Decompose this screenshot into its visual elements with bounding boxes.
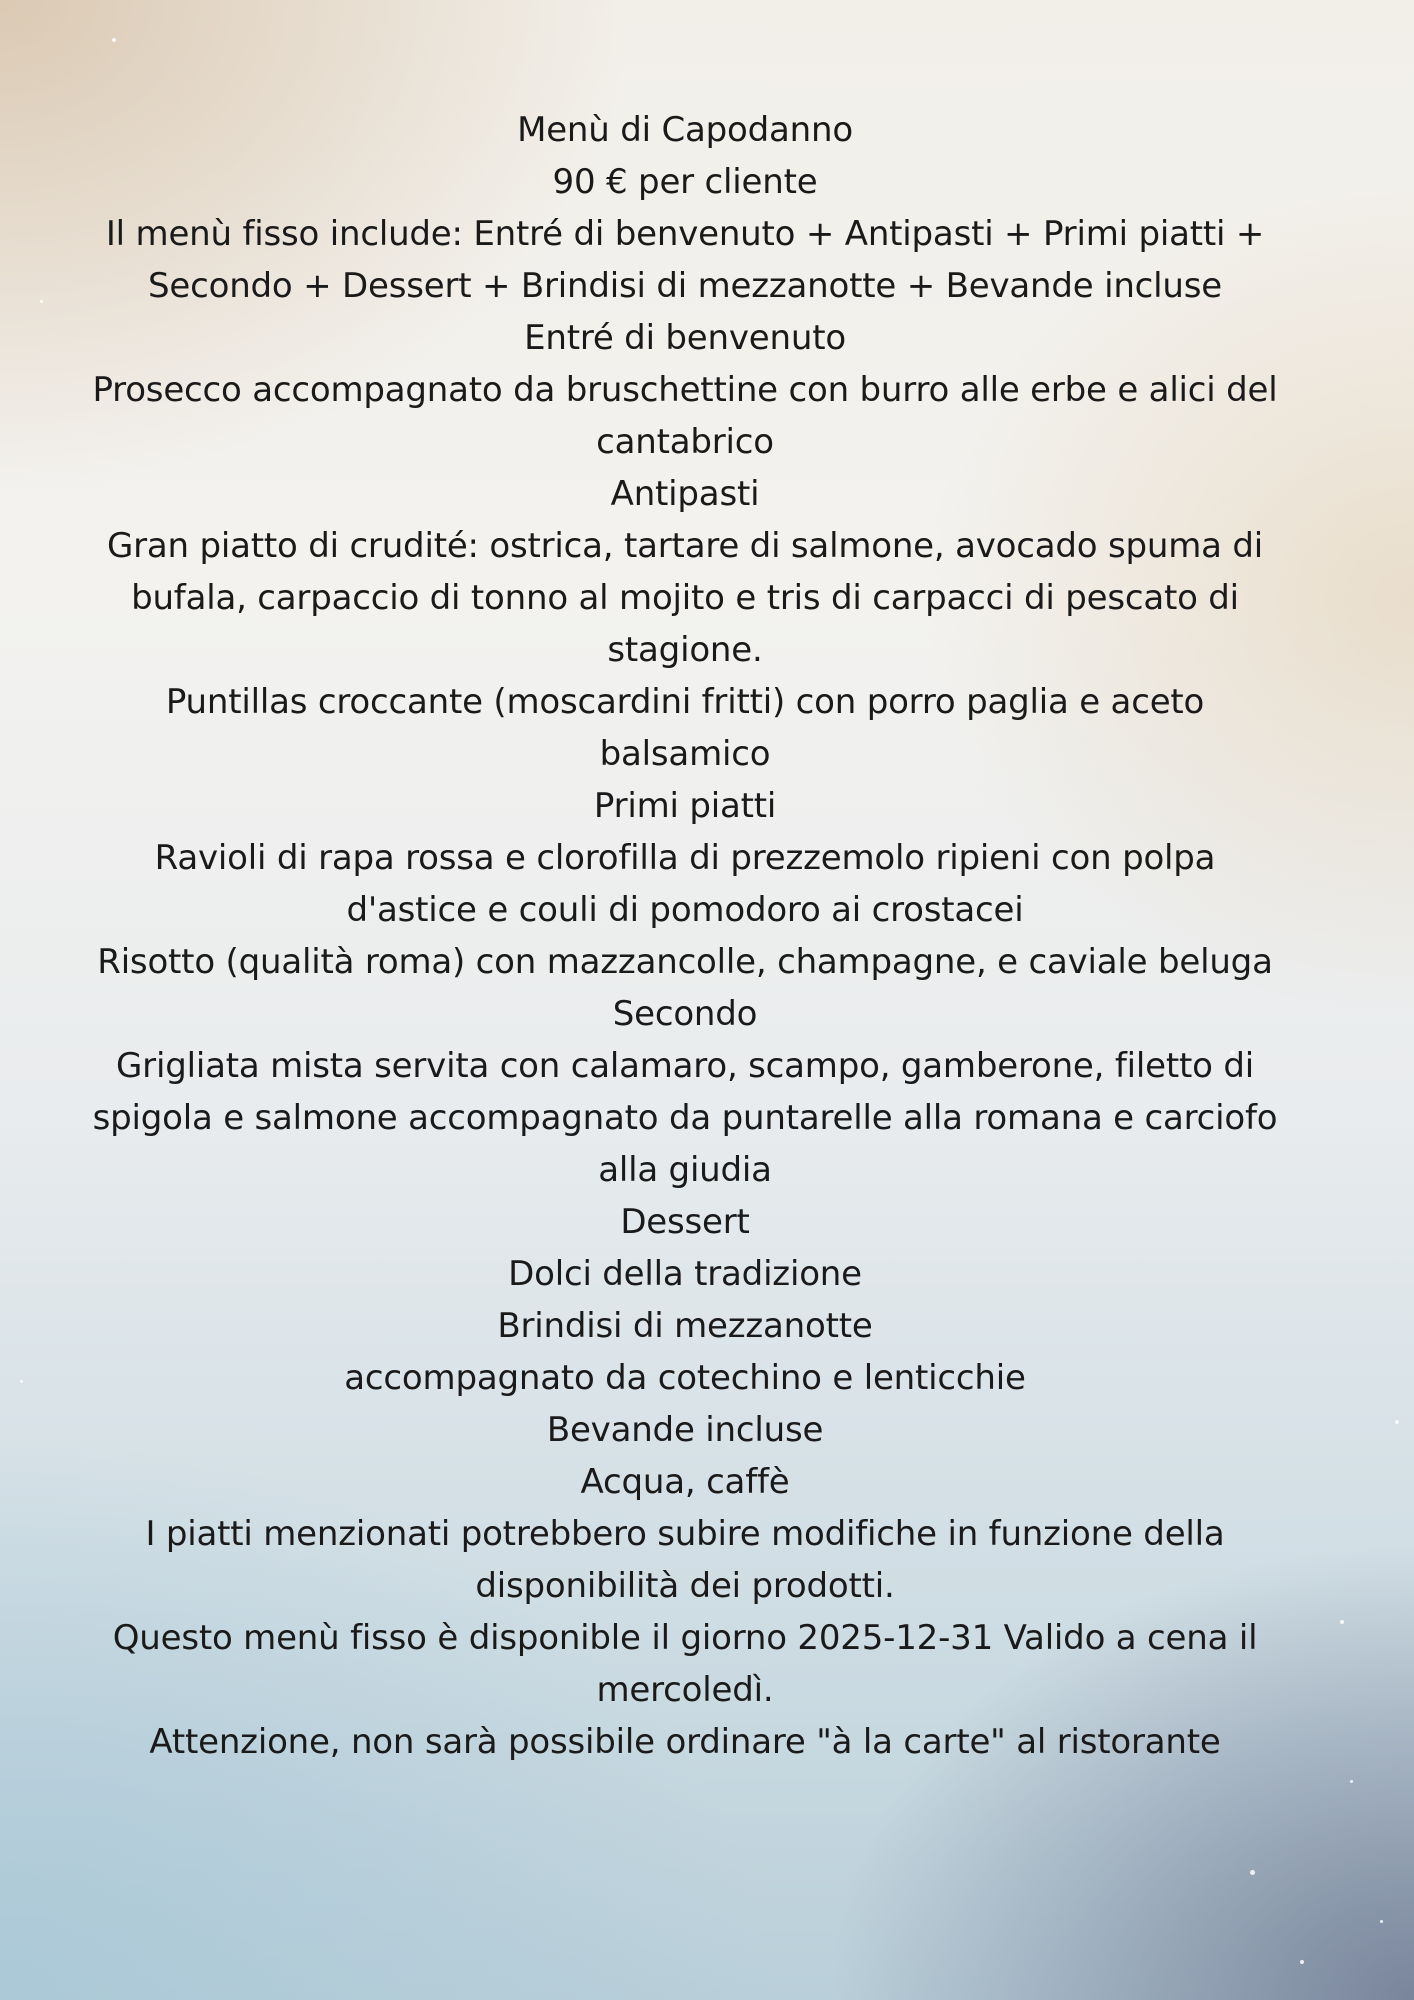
dish-item: Puntillas croccante (moscardini fritti) con porro paglia e aceto balsamico (165, 682, 1205, 774)
sparkle (20, 1380, 23, 1383)
section-heading-brindisi: Brindisi di mezzanotte (497, 1306, 873, 1346)
sparkle (1350, 1780, 1353, 1783)
dish-item: Risotto (qualità roma) con mazzancolle, champagne, e caviale beluga (97, 942, 1273, 982)
note-availability: I piatti menzionati potrebbero subire modifiche in funzione della disponibilità dei prodotti. (145, 1514, 1225, 1606)
sparkle (1340, 1620, 1344, 1624)
dish-item: accompagnato da cotechino e lenticchie (344, 1358, 1026, 1398)
menu-title: Menù di Capodanno (517, 110, 853, 150)
dish-item: Grigliata mista servita con calamaro, scampo, gamberone, filetto di spigola e salmone accompagnato da puntarelle alla romana e carciofo alla giudia (92, 1046, 1278, 1190)
section-heading-bevande: Bevande incluse (546, 1410, 824, 1450)
note-date: Questo menù fisso è disponible il giorno 2025-12-31 Valido a cena il mercoledì. (112, 1618, 1258, 1710)
note-a-la-carte: Attenzione, non sarà possibile ordinare "à la carte" al ristorante (149, 1722, 1221, 1762)
menu-price: 90 € per cliente (552, 162, 818, 202)
sparkle (40, 300, 43, 303)
section-heading-entre: Entré di benvenuto (524, 318, 846, 358)
dish-item: Gran piatto di crudité: ostrica, tartare di salmone, avocado spuma di bufala, carpaccio di tonno al mojito e tris di carpacci di pescato di stagione. (106, 526, 1264, 670)
section-heading-dessert: Dessert (620, 1202, 750, 1242)
menu-includes: Il menù fisso include: Entré di benvenuto + Antipasti + Primi piatti + Secondo + Dessert + Brindisi di mezzanotte + Bevande incluse (105, 214, 1265, 306)
menu-text (85, 104, 1285, 1768)
dish-item: Prosecco accompagnato da bruschettine con burro alle erbe e alici del cantabrico (92, 370, 1278, 462)
section-heading-secondo: Secondo (612, 994, 758, 1034)
dish-item: Ravioli di rapa rossa e clorofilla di prezzemolo ripieni con polpa d'astice e couli di pomodoro ai crostacei (154, 838, 1216, 930)
dish-item: Acqua, caffè (580, 1462, 790, 1502)
sparkle (112, 38, 116, 42)
sparkle (1250, 1870, 1255, 1875)
dish-item: Dolci della tradizione (508, 1254, 862, 1294)
sparkle (1395, 1420, 1399, 1424)
section-heading-primi: Primi piatti (593, 786, 777, 826)
sparkle (1300, 1960, 1304, 1964)
section-heading-antipasti: Antipasti (610, 474, 760, 514)
sparkle (1380, 1920, 1383, 1923)
